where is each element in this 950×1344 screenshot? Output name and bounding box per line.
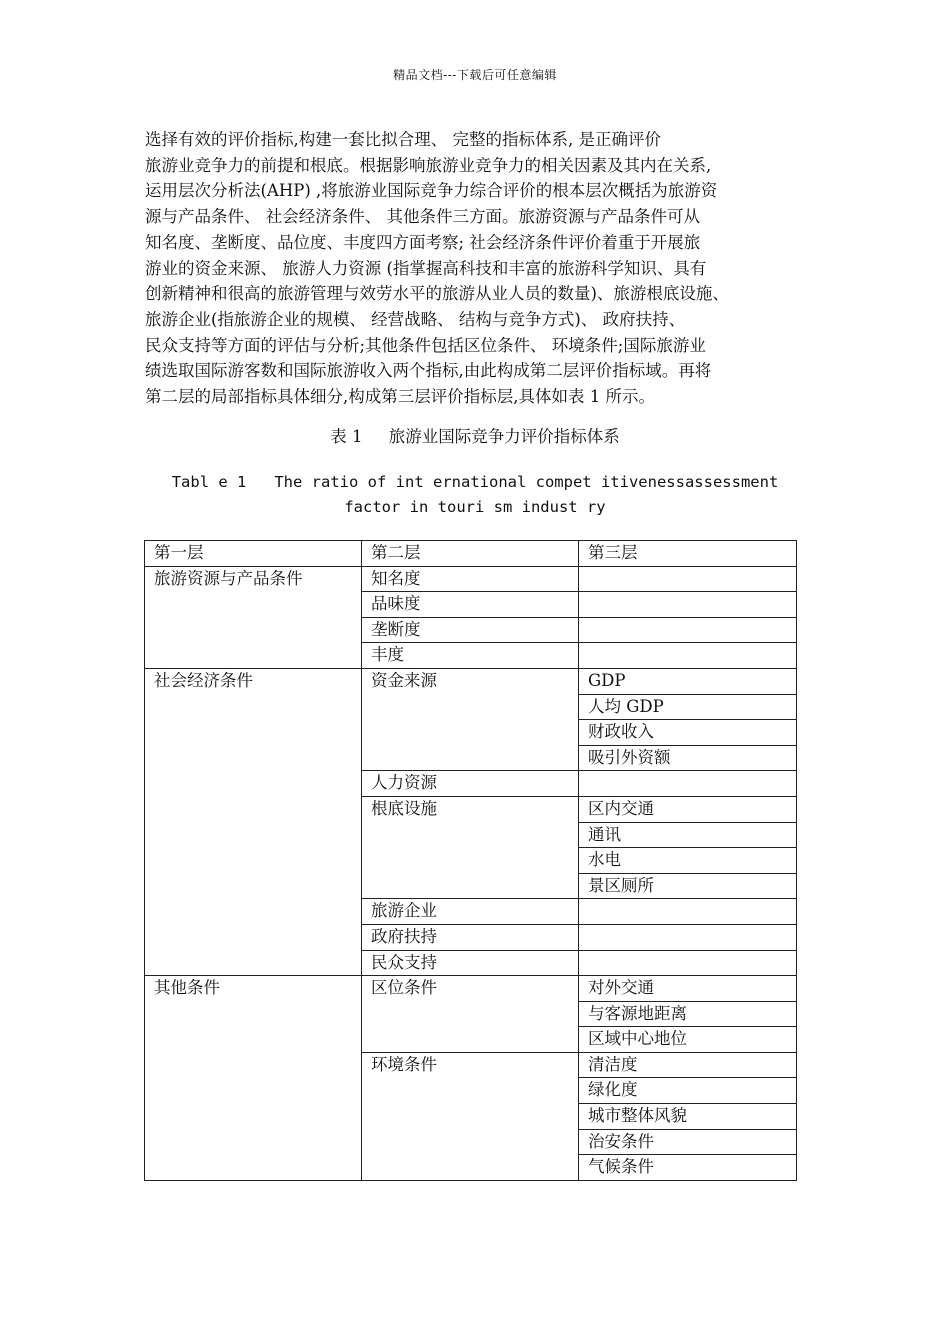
level-3-cell: 吸引外资额 [579,745,797,771]
paragraph-line: 第二层的局部指标具体细分,构成第三层评价指标层,具体如表 1 所示。 [145,387,655,407]
level-3-cell: 与客源地距离 [579,1001,797,1027]
table-caption-english [0,470,950,520]
level-1-cell: 社会经济条件 [145,668,362,975]
level-2-cell: 人力资源 [362,771,579,797]
level-3-cell [579,924,797,950]
table-row [145,566,797,592]
level-3-cell: 人均 GDP [579,694,797,720]
level-2-cell: 丰度 [362,643,579,669]
paragraph-line: 旅游业竞争力的前提和根底。根据影响旅游业竞争力的相关因素及其内在关系, [145,155,712,175]
level-3-cell: 景区厕所 [579,873,797,899]
level-3-cell: 区域中心地位 [579,1027,797,1053]
level-3-cell: 区内交通 [579,796,797,822]
level-2-cell: 知名度 [362,566,579,592]
paragraph-line: 运用层次分析法(AHP) ,将旅游业国际竞争力综合评价的根本层次概括为旅游资 [145,181,718,201]
paragraph-line: 民众支持等方面的评估与分析;其他条件包括区位条件、 环境条件;国际旅游业 [145,335,706,355]
indicator-table [144,540,797,1181]
level-3-cell: GDP [579,668,797,694]
caption-english-line: factor in touri sm indust ry [344,498,606,516]
level-3-cell [579,643,797,669]
caption-english-line: Tabl e 1 The ratio of int ernational compet itivenessassessment [171,473,779,491]
paragraph-line: 知名度、垄断度、品位度、丰度四方面考察; 社会经济条件评价着重于开展旅 [145,232,701,252]
level-2-cell: 品味度 [362,592,579,618]
paragraph-line: 游业的资金来源、 旅游人力资源 (指掌握高科技和丰富的旅游科学知识、具有 [145,258,707,278]
level-2-cell: 垄断度 [362,617,579,643]
paragraph-line: 旅游企业(指旅游企业的规模、 经营战略、 结构与竞争方式)、 政府扶持、 [145,309,686,329]
header-cell-level-2: 第二层 [362,541,579,567]
level-3-cell: 对外交通 [579,976,797,1002]
level-3-cell [579,899,797,925]
table-caption-chinese: 表 1 旅游业国际竞争力评价指标体系 [330,427,620,446]
paragraph-line: 绩选取国际游客数和国际旅游收入两个指标,由此构成第二层评价指标域。再将 [145,361,712,381]
level-2-cell: 民众支持 [362,950,579,976]
level-3-cell: 绿化度 [579,1078,797,1104]
level-2-cell: 旅游企业 [362,899,579,925]
level-3-cell [579,771,797,797]
level-3-cell: 治安条件 [579,1129,797,1155]
table-row [145,668,797,694]
level-3-cell [579,566,797,592]
table-row [145,976,797,1002]
page-header: 精品文档---下载后可任意编辑 [393,68,557,82]
paragraph-line: 源与产品条件、 社会经济条件、 其他条件三方面。旅游资源与产品条件可从 [145,207,700,227]
paragraph-line: 选择有效的评价指标,构建一套比拟合理、 完整的指标体系, 是正确评价 [145,130,661,149]
level-3-cell: 财政收入 [579,720,797,746]
level-2-cell: 区位条件 [362,976,579,1053]
level-3-cell [579,592,797,618]
level-3-cell [579,617,797,643]
level-3-cell: 水电 [579,848,797,874]
body-paragraph [145,127,825,410]
level-2-cell: 政府扶持 [362,924,579,950]
level-1-cell: 其他条件 [145,976,362,1181]
level-3-cell [579,950,797,976]
level-2-cell: 环境条件 [362,1052,579,1180]
header-cell-level-1: 第一层 [145,541,362,567]
level-1-cell: 旅游资源与产品条件 [145,566,362,668]
paragraph-line: 创新精神和很高的旅游管理与效劳水平的旅游从业人员的数量)、旅游根底设施、 [145,284,729,304]
level-2-cell: 资金来源 [362,668,579,770]
level-3-cell: 清洁度 [579,1052,797,1078]
level-3-cell: 通讯 [579,822,797,848]
header-cell-level-3: 第三层 [579,541,797,567]
level-2-cell: 根底设施 [362,796,579,898]
level-3-cell: 气候条件 [579,1155,797,1181]
table-header-row [145,541,797,567]
level-3-cell: 城市整体风貌 [579,1104,797,1130]
